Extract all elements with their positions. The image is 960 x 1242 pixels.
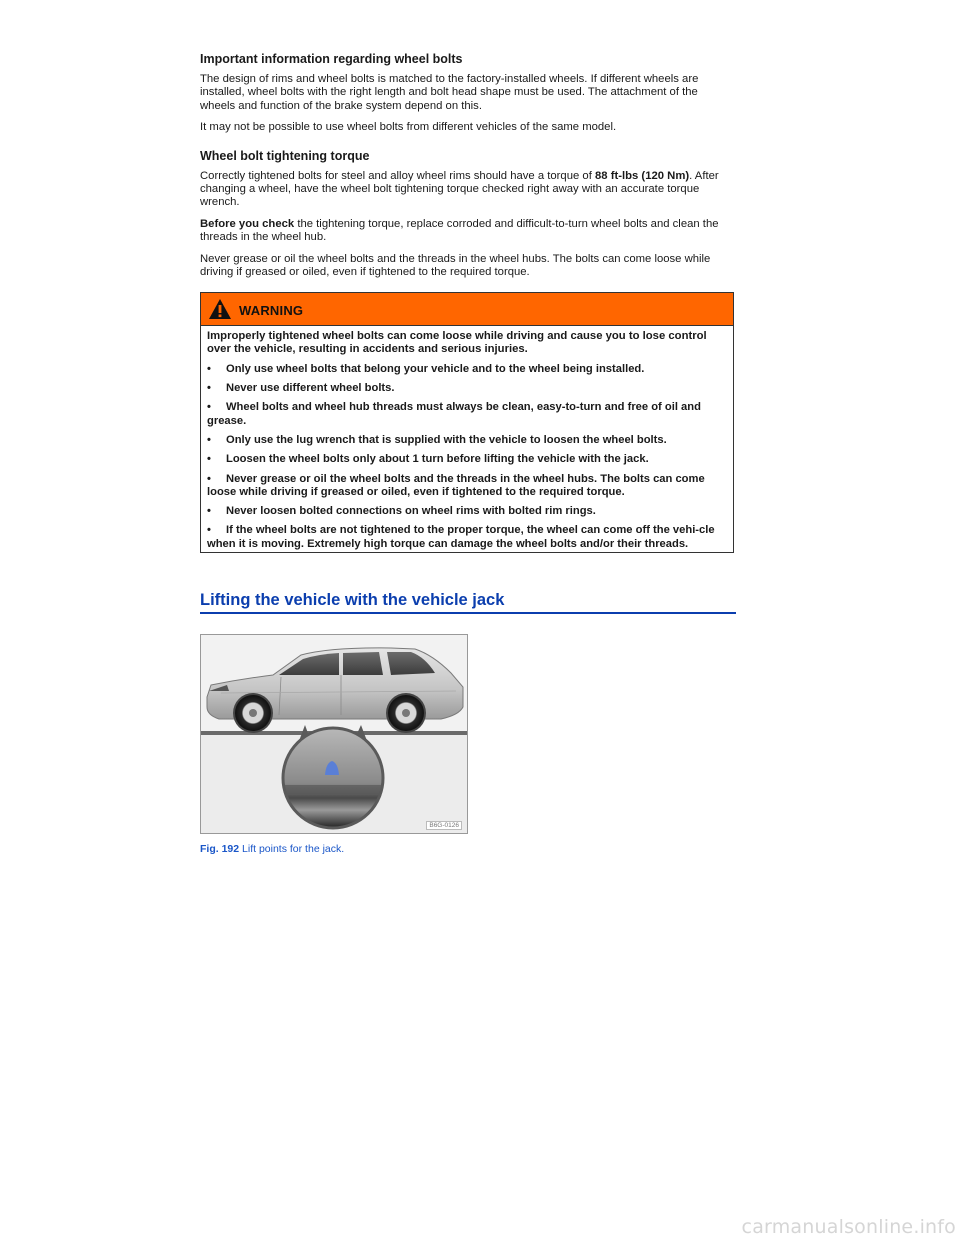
car-illustration bbox=[201, 635, 467, 833]
warning-item-text: Never grease or oil the wheel bolts and the threads in the wheel hubs. The bolts can come loose while driving if greased or oiled, even if tightened to the required torque. bbox=[207, 472, 705, 498]
warning-item-text: Never loosen bolted connections on wheel rims with bolted rim rings. bbox=[226, 505, 596, 518]
figure-jack-points bbox=[200, 634, 468, 834]
warning-triangle-icon bbox=[208, 298, 232, 320]
heading-torque: Wheel bolt tightening torque bbox=[200, 148, 370, 163]
warning-item bbox=[207, 453, 727, 466]
bullet-icon: • bbox=[207, 401, 211, 414]
before-check-label: Before you check bbox=[200, 217, 295, 230]
bullet-icon: • bbox=[207, 434, 211, 446]
warning-item-text: Only use the lug wrench that is supplied with the vehicle to loosen the wheel bolts. bbox=[226, 434, 667, 446]
warning-body bbox=[201, 326, 733, 551]
paragraph-never-grease: Never grease or oil the wheel bolts and the threads in the wheel hubs. The bolts can come loose while driving if greased or oiled, even if tightened to the required torque. bbox=[200, 252, 711, 279]
torque-text-pre: Correctly tightened bolts for steel and alloy wheel rims should have a torque of bbox=[200, 169, 595, 182]
warning-header bbox=[201, 293, 733, 326]
warning-box bbox=[200, 292, 734, 553]
warning-item bbox=[207, 363, 727, 376]
paragraph-bolt-design: The design of rims and wheel bolts is matched to the factory-installed wheels. If different wheels are installed, wheel bolts with the right length and bolt head shape must be used. The attachment of the wheels and function of the brake system depend on this. bbox=[200, 73, 699, 112]
figure-caption bbox=[200, 843, 344, 855]
warning-item bbox=[207, 524, 727, 551]
warning-list bbox=[207, 363, 727, 551]
warning-item-text: Only use wheel bolts that belong your vehicle and to the wheel being installed. bbox=[226, 362, 645, 375]
caption-text: Lift points for the jack. bbox=[239, 843, 345, 855]
paragraph-bolt-compat: It may not be possible to use wheel bolts from different vehicles of the same model. bbox=[200, 121, 617, 134]
heading-wheel-bolts: Important information regarding wheel bolts bbox=[200, 52, 463, 66]
paragraph-torque bbox=[200, 170, 736, 210]
bullet-icon: • bbox=[207, 382, 211, 395]
section-title-lifting: Lifting the vehicle with the vehicle jack bbox=[200, 590, 736, 614]
caption-label: Fig. 192 bbox=[200, 843, 240, 855]
warning-item bbox=[207, 473, 727, 500]
content-column bbox=[200, 52, 736, 287]
warning-item-text: Never use different wheel bolts. bbox=[226, 382, 395, 395]
bullet-icon: • bbox=[207, 453, 211, 466]
paragraph-before-check bbox=[200, 218, 736, 245]
warning-item bbox=[207, 382, 727, 395]
warning-item bbox=[207, 401, 727, 428]
figure-code: B6G-0126 bbox=[426, 821, 462, 830]
bullet-icon: • bbox=[207, 505, 211, 518]
torque-text-post: . After changing a wheel, have the wheel bolt tightening torque checked right away with an accurate torque wrench. bbox=[200, 169, 719, 209]
bullet-icon: • bbox=[207, 472, 211, 485]
warning-item-text: Wheel bolts and wheel hub threads must always be clean, easy-to-turn and free of oil and grease. bbox=[207, 401, 701, 427]
watermark: carmanualsonline.info bbox=[741, 1216, 956, 1238]
warning-title: WARNING bbox=[239, 303, 304, 318]
before-check-text: the tightening torque, replace corroded and difficult-to-turn wheel bolts and clean the threads in the wheel hub. bbox=[200, 217, 719, 244]
warning-item bbox=[207, 505, 727, 518]
warning-item-text: Loosen the wheel bolts only about 1 turn before lifting the vehicle with the jack. bbox=[226, 453, 649, 466]
bullet-icon: • bbox=[207, 362, 211, 375]
torque-value: 88 ft-lbs (120 Nm) bbox=[594, 169, 690, 182]
bullet-icon: • bbox=[207, 524, 211, 537]
warning-intro: Improperly tightened wheel bolts can come loose while driving and cause you to lose control over the vehicle, resulting in accidents and serious injuries. bbox=[207, 330, 707, 356]
warning-item bbox=[207, 434, 727, 447]
warning-item-text: If the wheel bolts are not tightened to the proper torque, the wheel can come off the vehi-cle when it is moving. Extremely high torque can damage the wheel bolts and/or their threads. bbox=[207, 524, 715, 550]
